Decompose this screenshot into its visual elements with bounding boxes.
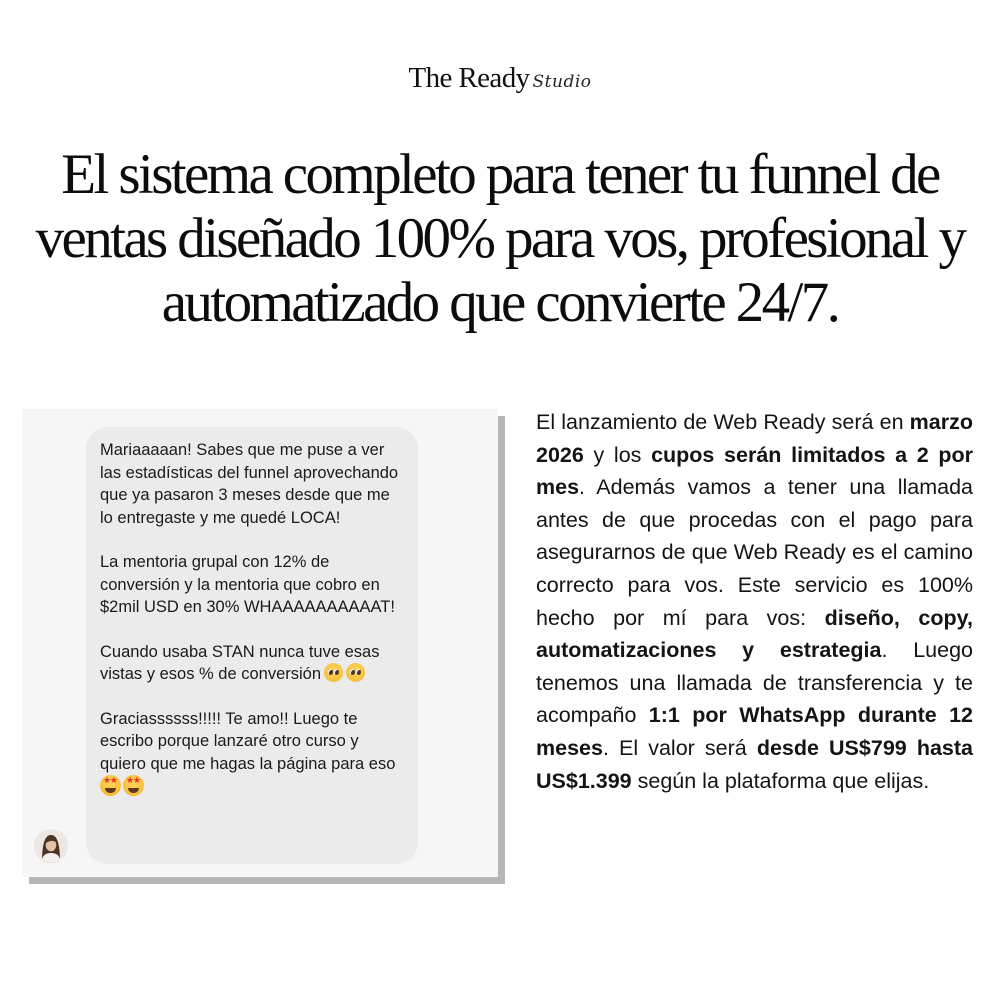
pleading-face-icon: [346, 663, 365, 682]
message-text-1: Mariaaaaan! Sabes que me puse a ver las estadísticas del funnel aprovechando que ya pasaron 3 meses desde que me lo entregaste y me quedé LOCA!: [100, 441, 399, 527]
body-text: . Además vamos a tener una llamada antes de que procedas con el pago para asegurarnos de que Web Ready es el camino correcto para vos. Este servicio es 100% hecho por mí para vos:: [536, 475, 973, 630]
avatar-portrait-icon: [34, 829, 68, 863]
body-text: . El valor será: [602, 735, 757, 760]
headline: El sistema completo para tener tu funnel de ventas diseñado 100% para vos, profesional y automatizado que convierte 24/7.: [35, 143, 965, 334]
message-paragraph-4: [100, 708, 404, 800]
star-struck-icon: [123, 775, 144, 796]
message-text-3: Cuando usaba STAN nunca tuve esas vistas y esos % de conversión: [100, 642, 380, 683]
avatar: [34, 829, 68, 863]
body-text: . Luego tenemos una llamada de transferencia y te acompaño: [536, 638, 973, 728]
body-highlight: 1:1 por WhatsApp durante 12 meses: [536, 703, 973, 760]
testimonial-screenshot: [22, 409, 498, 877]
star-struck-icon: [100, 775, 121, 796]
brand-logo: [0, 62, 1000, 95]
brand-logo-wordmark: The Ready: [408, 62, 530, 94]
message-text-4: Graciassssss!!!!! Te amo!! Luego te escribo porque lanzaré otro curso y quiero que me hagas la página para eso: [100, 709, 396, 773]
body-text: El lanzamiento de Web Ready será en: [536, 410, 910, 434]
message-text-2: La mentoria grupal con 12% de conversión y la mentoria que cobro en $2mil USD en 30% WHAAAAAAAAAAT!: [100, 553, 395, 616]
brand-logo-script: Studio: [532, 72, 592, 92]
pleading-face-icon: [324, 663, 343, 682]
chat-message-bubble: [86, 427, 418, 864]
message-paragraph-3: [100, 641, 404, 686]
body-text: según la plataforma que elijas.: [631, 768, 930, 793]
body-highlight: desde US$799 hasta US$1.399: [536, 735, 973, 793]
body-highlight: marzo 2026: [536, 410, 973, 467]
body-highlight: cupos serán limitados a 2 por mes: [536, 442, 974, 500]
launch-description: [536, 406, 973, 797]
body-text: y los: [583, 442, 652, 467]
body-highlight: diseño, copy, automatizaciones y estrategia: [536, 605, 973, 663]
message-paragraph-1: [100, 439, 404, 529]
message-paragraph-2: [100, 551, 404, 619]
